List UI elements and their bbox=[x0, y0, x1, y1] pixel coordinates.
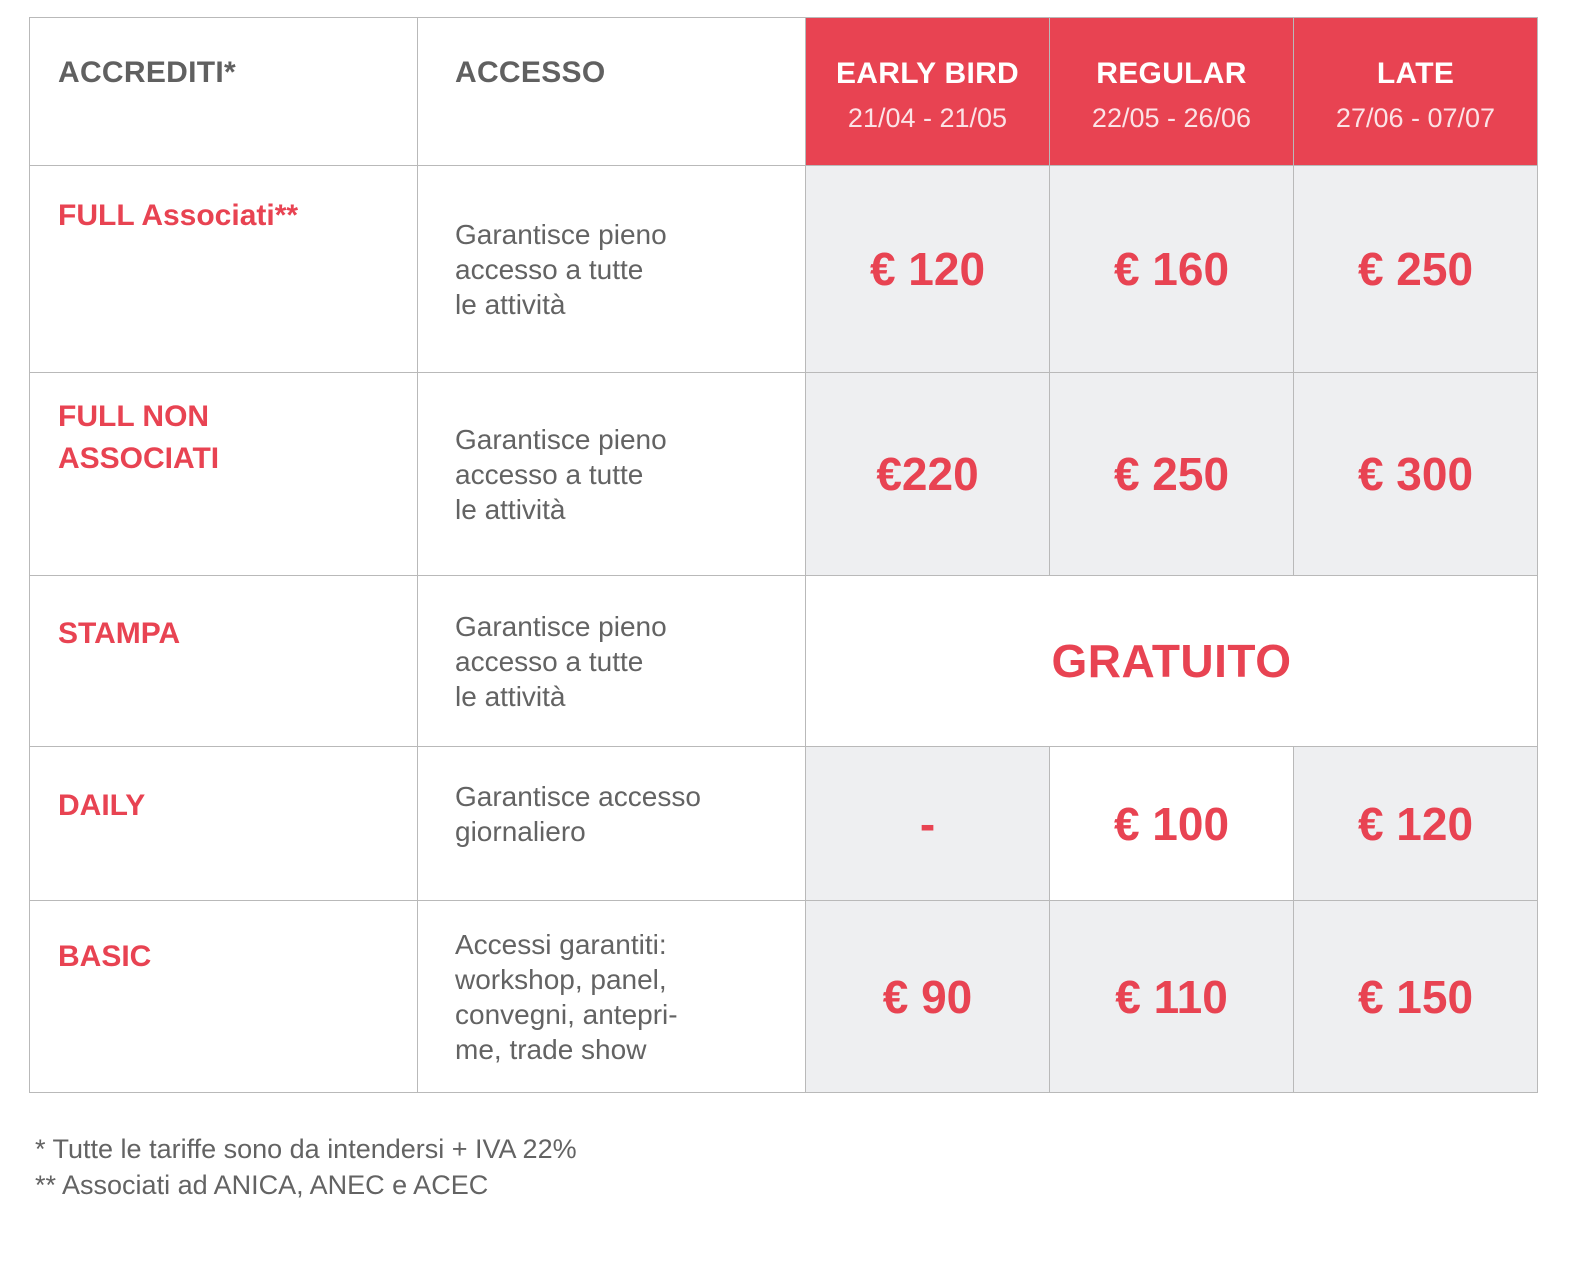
header-accrediti-label: ACCREDITI* bbox=[58, 56, 237, 89]
access-line: giornaliero bbox=[455, 816, 586, 847]
access-description-cell bbox=[418, 576, 806, 747]
tier-name-line: ASSOCIATI bbox=[58, 442, 220, 475]
price-value: € 100 bbox=[1113, 797, 1230, 850]
tier-name: BASIC bbox=[58, 940, 152, 973]
price-cell-late bbox=[1294, 373, 1538, 576]
access-line: convegni, antepri- bbox=[455, 998, 678, 1030]
price-value: €220 bbox=[876, 448, 979, 500]
access-line: accesso a tutte bbox=[455, 253, 644, 285]
period-dates: 21/04 - 21/05 bbox=[847, 103, 1008, 133]
header-regular bbox=[1050, 18, 1294, 166]
pricing-table bbox=[29, 17, 1538, 1093]
header-accrediti bbox=[30, 18, 418, 166]
access-line: Garantisce accesso bbox=[455, 781, 701, 812]
price-value: € 250 bbox=[1113, 448, 1230, 500]
price-value: € 90 bbox=[882, 970, 973, 1023]
tier-name: DAILY bbox=[58, 789, 146, 822]
price-cell-regular bbox=[1050, 373, 1294, 576]
access-line: Garantisce pieno bbox=[455, 610, 667, 642]
access-line: Garantisce pieno bbox=[455, 423, 667, 455]
price-cell-early-bird bbox=[806, 166, 1050, 373]
header-early-bird bbox=[806, 18, 1050, 166]
price-value: € 110 bbox=[1115, 970, 1228, 1023]
free-label: GRATUITO bbox=[1051, 635, 1292, 687]
access-line: le attività bbox=[455, 680, 566, 712]
table-row-full-non-associati bbox=[30, 373, 1538, 576]
period-dates: 27/06 - 07/07 bbox=[1335, 103, 1496, 133]
free-price-cell bbox=[806, 576, 1538, 747]
price-cell-late bbox=[1294, 747, 1538, 901]
price-cell-regular bbox=[1050, 166, 1294, 373]
table-row-basic bbox=[30, 901, 1538, 1093]
table-row-daily bbox=[30, 747, 1538, 901]
tier-name: STAMPA bbox=[58, 617, 181, 650]
header-accesso-label: ACCESSO bbox=[455, 56, 606, 89]
price-value: - bbox=[919, 797, 936, 850]
price-value: € 160 bbox=[1113, 243, 1230, 295]
price-cell-early-bird bbox=[806, 373, 1050, 576]
footnote-vat: * Tutte le tariffe sono da intendersi + IVA 22% bbox=[35, 1134, 577, 1164]
header-accesso bbox=[418, 18, 806, 166]
access-line: accesso a tutte bbox=[455, 458, 644, 490]
price-value: € 120 bbox=[869, 243, 986, 295]
price-cell-early-bird bbox=[806, 901, 1050, 1093]
tier-name-cell bbox=[30, 373, 418, 576]
access-line: workshop, panel, bbox=[455, 963, 667, 995]
access-line: me, trade show bbox=[455, 1033, 647, 1065]
access-line: Accessi garantiti: bbox=[455, 928, 667, 960]
price-cell-late bbox=[1294, 166, 1538, 373]
price-value: € 120 bbox=[1357, 797, 1474, 850]
access-line: accesso a tutte bbox=[455, 645, 644, 677]
footnote-associati: ** Associati ad ANICA, ANEC e ACEC bbox=[35, 1170, 489, 1200]
price-value: € 300 bbox=[1357, 448, 1474, 500]
tier-name-line: FULL NON bbox=[58, 400, 210, 433]
tier-name-cell bbox=[30, 166, 418, 373]
header-row bbox=[30, 18, 1538, 166]
price-value: € 150 bbox=[1357, 970, 1474, 1023]
tier-name-cell bbox=[30, 901, 418, 1093]
price-cell-early-bird bbox=[806, 747, 1050, 901]
access-description-cell bbox=[418, 166, 806, 373]
price-cell-regular bbox=[1050, 747, 1294, 901]
access-description-cell bbox=[418, 901, 806, 1093]
access-line: le attività bbox=[455, 493, 566, 525]
access-line: Garantisce pieno bbox=[455, 218, 667, 250]
period-dates: 22/05 - 26/06 bbox=[1091, 103, 1252, 133]
tier-name-cell bbox=[30, 576, 418, 747]
tier-name: FULL Associati** bbox=[58, 199, 299, 232]
footnotes bbox=[35, 1131, 577, 1203]
access-description-cell bbox=[418, 747, 806, 901]
access-description-cell bbox=[418, 373, 806, 576]
price-value: € 250 bbox=[1357, 243, 1474, 295]
table-row-stampa bbox=[30, 576, 1538, 747]
period-name: REGULAR bbox=[1096, 57, 1247, 90]
header-late bbox=[1294, 18, 1538, 166]
period-name: LATE bbox=[1376, 57, 1455, 90]
access-line: le attività bbox=[455, 288, 566, 320]
tier-name-cell bbox=[30, 747, 418, 901]
price-cell-late bbox=[1294, 901, 1538, 1093]
table-row-full-associati bbox=[30, 166, 1538, 373]
period-name: EARLY BIRD bbox=[835, 57, 1020, 90]
price-cell-regular bbox=[1050, 901, 1294, 1093]
